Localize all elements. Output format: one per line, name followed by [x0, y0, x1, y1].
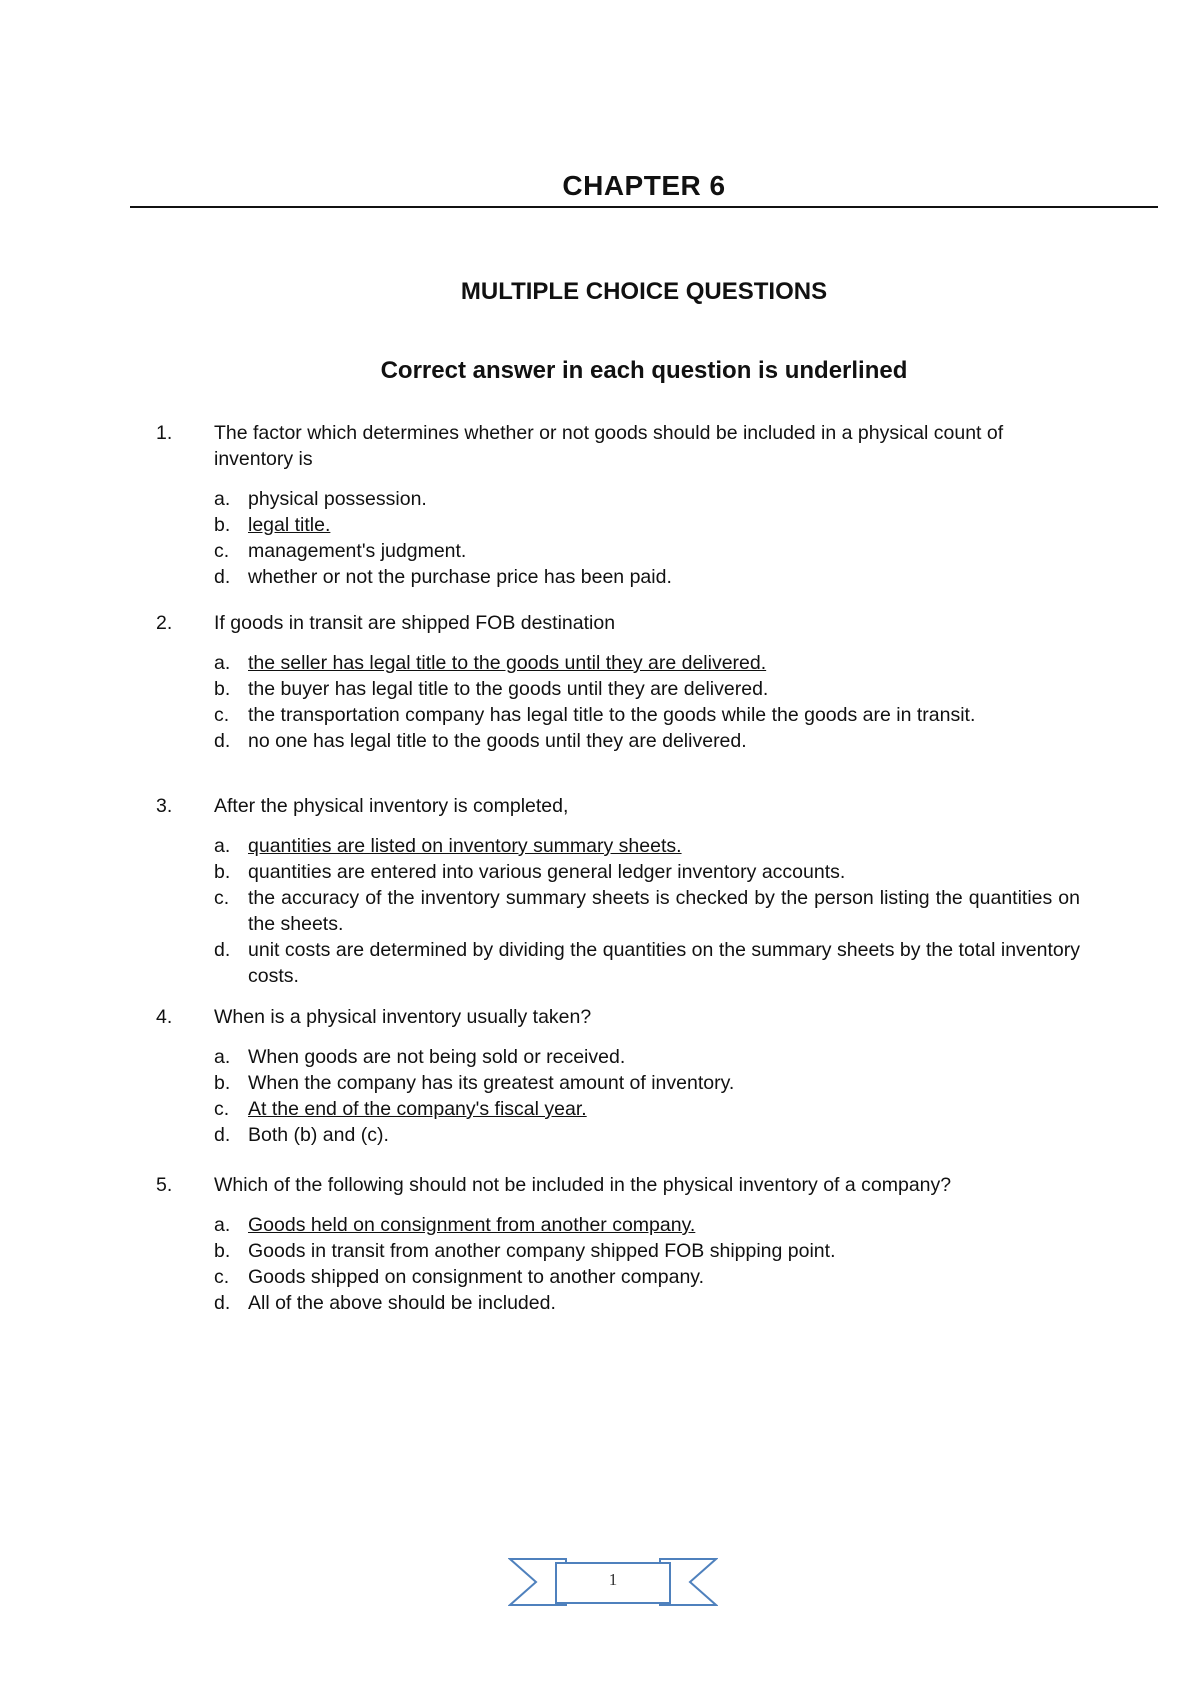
option-letter: b.: [214, 861, 231, 883]
chapter-title: CHAPTER 6: [562, 170, 726, 201]
option-text: whether or not the purchase price has been paid.: [248, 566, 672, 588]
option-letter: b.: [214, 1072, 231, 1094]
option-letter: a.: [214, 1214, 231, 1236]
option-letter: c.: [214, 540, 230, 562]
answer-option: [214, 538, 1080, 564]
option-text: no one has legal title to the goods until they are delivered.: [248, 730, 747, 752]
question-3: [156, 793, 1080, 989]
answer-option: [214, 1212, 1080, 1238]
answer-options: [214, 833, 1080, 989]
option-letter: a.: [214, 652, 231, 674]
option-text: Goods shipped on consignment to another company.: [248, 1266, 705, 1288]
question-text: If goods in transit are shipped FOB destination: [214, 612, 616, 634]
chapter-divider: [130, 206, 1158, 208]
option-text: management's judgment.: [248, 540, 467, 562]
answer-option: [214, 1264, 1080, 1290]
answer-option: [214, 512, 1080, 538]
question-4: [156, 1004, 1080, 1148]
option-text: Goods in transit from another company shipped FOB shipping point.: [248, 1240, 836, 1262]
option-text: the buyer has legal title to the goods until they are delivered.: [248, 678, 769, 700]
page-number-badge: [508, 1555, 718, 1611]
option-letter: d.: [214, 566, 231, 588]
option-text: Goods held on consignment from another company.: [248, 1214, 696, 1236]
option-letter: a.: [214, 835, 231, 857]
answer-option: [214, 937, 1080, 989]
option-letter: c.: [214, 1098, 230, 1120]
answer-option: [214, 885, 1080, 937]
answer-options: [214, 1044, 1080, 1148]
option-text: quantities are listed on inventory summary sheets.: [248, 835, 682, 857]
option-text: All of the above should be included.: [248, 1292, 556, 1314]
answer-option: [214, 1122, 1080, 1148]
question-text: Which of the following should not be included in the physical inventory of a company?: [214, 1174, 952, 1196]
page-number: 1: [608, 1570, 618, 1589]
question-text: The factor which determines whether or not goods should be included in a physical count of inventory is: [214, 422, 1004, 470]
option-letter: a.: [214, 1046, 231, 1068]
answer-option: [214, 676, 1080, 702]
option-letter: d.: [214, 939, 231, 961]
question-number: 1.: [156, 422, 173, 444]
answer-options: [214, 486, 1080, 590]
answer-option: [214, 859, 1080, 885]
answer-options: [214, 1212, 1080, 1316]
section-title: MULTIPLE CHOICE QUESTIONS: [460, 278, 828, 305]
question-number: 3.: [156, 795, 173, 817]
option-letter: b.: [214, 1240, 231, 1262]
option-letter: d.: [214, 730, 231, 752]
answer-option: [214, 564, 1080, 590]
option-letter: b.: [214, 514, 231, 536]
option-text: quantities are entered into various general ledger inventory accounts.: [248, 861, 846, 883]
option-letter: a.: [214, 488, 231, 510]
question-number: 4.: [156, 1006, 173, 1028]
option-letter: d.: [214, 1124, 231, 1146]
option-text: legal title.: [248, 514, 331, 536]
option-text: When goods are not being sold or received.: [248, 1046, 626, 1068]
option-text: physical possession.: [248, 488, 427, 510]
option-text: When the company has its greatest amount of inventory.: [248, 1072, 735, 1094]
question-1: [156, 420, 1080, 590]
question-5: [156, 1172, 1080, 1316]
question-text: When is a physical inventory usually taken?: [214, 1006, 592, 1028]
answer-option: [214, 1238, 1080, 1264]
option-text: Both (b) and (c).: [248, 1124, 389, 1146]
option-text: unit costs are determined by dividing the quantities on the summary sheets by the total inventory costs.: [248, 939, 1080, 987]
question-2: [156, 610, 1080, 754]
answer-option: [214, 702, 1080, 728]
answer-option: [214, 1044, 1080, 1070]
option-text: the seller has legal title to the goods until they are delivered.: [248, 652, 767, 674]
question-number: 2.: [156, 612, 173, 634]
option-letter: c.: [214, 1266, 230, 1288]
answer-options: [214, 650, 1080, 754]
answer-option: [214, 1070, 1080, 1096]
option-letter: c.: [214, 704, 230, 726]
option-letter: c.: [214, 887, 230, 909]
option-text: At the end of the company's fiscal year.: [248, 1098, 587, 1120]
question-text: After the physical inventory is completed,: [214, 795, 569, 817]
question-number: 5.: [156, 1174, 173, 1196]
answer-option: [214, 833, 1080, 859]
answer-option: [214, 486, 1080, 512]
answer-option: [214, 728, 1080, 754]
option-text: the transportation company has legal title to the goods while the goods are in transit.: [248, 704, 976, 726]
answer-option: [214, 1290, 1080, 1316]
answer-option: [214, 1096, 1080, 1122]
option-letter: d.: [214, 1292, 231, 1314]
instructions-subtitle: Correct answer in each question is underlined: [380, 357, 908, 384]
answer-option: [214, 650, 1080, 676]
option-text: the accuracy of the inventory summary sheets is checked by the person listing the quantities on the sheets.: [248, 887, 1080, 935]
option-letter: b.: [214, 678, 231, 700]
